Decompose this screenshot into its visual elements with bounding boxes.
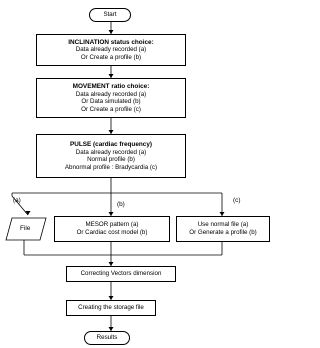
normal-file-option: Use normal file (a) [197,221,249,229]
mesor-box [54,216,170,242]
movement-option: Or Create a profile (c) [81,105,141,113]
normal-file-option: Or Generate a profile (b) [189,229,257,236]
start-label: Start [103,11,117,19]
pulse-box [36,134,186,178]
mesor-option: MESOR pattern (a) [85,221,139,229]
inclination-option: Or Create a profile (b) [80,53,142,61]
normal-file-box [176,216,270,242]
pulse-option: Data already recorded (a) [75,148,147,156]
pulse-option: Abnormal profile : Bradycardia (c) [64,163,158,171]
movement-title: MOVEMENT ratio choice: [72,82,150,90]
results-terminal [84,331,130,345]
branch-label-b: (b) [117,201,125,208]
movement-option: Data already recorded (a) [75,90,147,98]
correcting-label: Correcting Vectors dimension [80,270,162,278]
inclination-title: INCLINATION status choice: [68,38,154,46]
storage-label: Creating the storage file [78,304,144,312]
correcting-box [66,266,176,282]
branch-label-c: (c) [233,197,241,204]
storage-box [66,300,156,316]
movement-option: Or Data simulated (b) [81,98,141,106]
pulse-title: PULSE (cardiac frequency) [69,140,153,148]
branch-label-a: (a) [13,197,21,204]
pulse-option: Normal profile (b) [87,156,135,164]
start-terminal [89,8,131,22]
mesor-option: Or Cardiac cost model (b) [76,229,148,236]
movement-box [36,78,186,118]
results-label: Results [96,334,118,342]
inclination-option: Data already recorded (a) [75,46,147,54]
inclination-box [36,34,186,66]
file-label: File [20,225,31,232]
